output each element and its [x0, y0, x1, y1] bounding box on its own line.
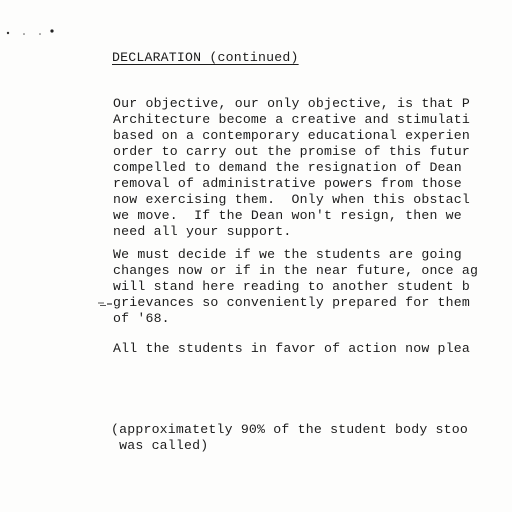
paragraph-line: Architecture become a creative and stimulati: [113, 112, 471, 127]
paragraph-line: now exercising them. Only when this obstacl: [113, 192, 471, 207]
paragraph-line: (approximatetly 90% of the student body stoo: [111, 422, 469, 437]
paragraph-line: grievances so conveniently prepared for them: [113, 295, 471, 310]
paragraph-line: was called): [111, 438, 209, 453]
margin-arrow-icon: [97, 300, 113, 308]
declaration-heading: DECLARATION (continued): [112, 50, 299, 65]
paragraph-line: order to carry out the promise of this futur: [113, 144, 471, 159]
paragraph-line: we move. If the Dean won't resign, then we: [113, 208, 462, 223]
paragraph-line: removal of administrative powers from those: [113, 176, 462, 191]
scan-specks: [6, 27, 62, 37]
paragraph-line: of '68.: [113, 311, 170, 326]
paragraph-line: based on a contemporary educational experien: [113, 128, 471, 143]
paragraph-line: changes now or if in the near future, once ag: [113, 263, 479, 278]
paragraph-line: compelled to demand the resignation of Dean: [113, 160, 462, 175]
paragraph-line: will stand here reading to another student b: [113, 279, 471, 294]
paragraph-line: need all your support.: [113, 224, 292, 239]
paragraph-line: We must decide if we the students are going: [113, 247, 462, 262]
paragraph-line: Our objective, our only objective, is that P: [113, 96, 471, 111]
paragraph-line: All the students in favor of action now plea: [113, 341, 471, 356]
